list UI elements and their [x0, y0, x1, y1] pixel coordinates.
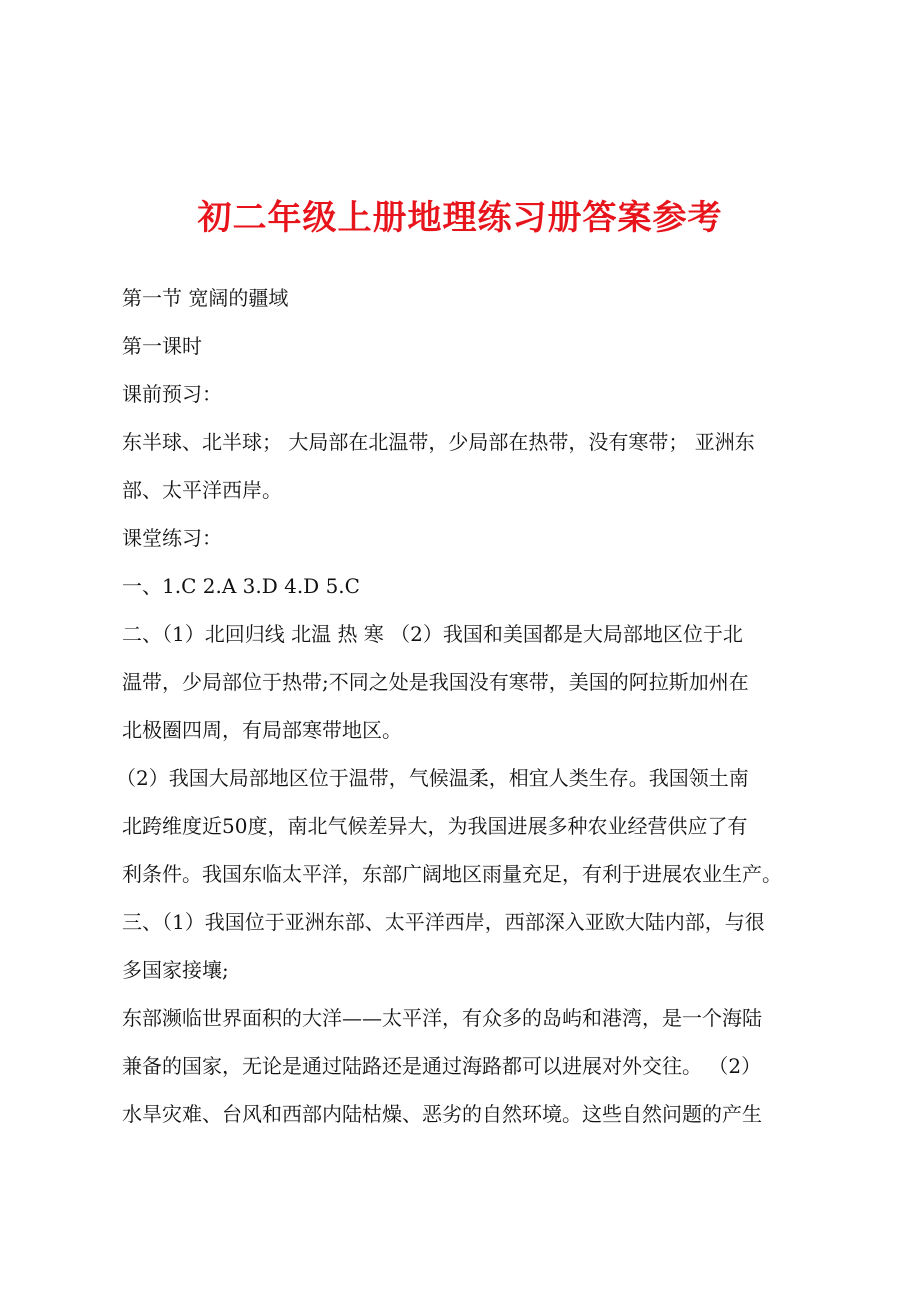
answer-line: 三、（1）我国位于亚洲东部、太平洋西岸，西部深入亚欧大陆内部，与很: [122, 910, 765, 934]
answer-line: 一、1.C 2.A 3.D 4.D 5.C: [122, 574, 360, 598]
answer-line: 二、（1）北回归线 北温 热 寒 （2）我国和美国都是大局部地区位于北: [122, 622, 743, 646]
answer-line: 温带，少局部位于热带;不同之处是我国没有寒带，美国的阿拉斯加州在: [122, 670, 749, 694]
answer-line: 北极圈四周，有局部寒带地区。: [122, 718, 402, 742]
answer-line: （2）我国大局部地区位于温带，气候温柔，相宜人类生存。我国领土南: [116, 766, 749, 790]
answer-line: 北跨维度近50度，南北气候差异大，为我国进展多种农业经营供应了有: [122, 814, 748, 838]
subsection-label: 课堂练习：: [122, 526, 222, 550]
answer-line: 东半球、北半球； 大局部在北温带，少局部在热带，没有寒带； 亚洲东: [122, 430, 755, 454]
section-heading: 第一节 宽阔的疆域: [122, 286, 289, 310]
document-body: [116, 274, 812, 1138]
lesson-heading: 第一课时: [122, 334, 202, 358]
page-title: 初二年级上册地理练习册答案参考: [197, 198, 723, 238]
answer-line: 多国家接壤;: [122, 958, 229, 982]
answer-line: 利条件。我国东临太平洋，东部广阔地区雨量充足，有利于进展农业生产。: [122, 862, 782, 886]
answer-line: 东部濒临世界面积的大洋——太平洋，有众多的岛屿和港湾，是一个海陆: [122, 1006, 762, 1030]
subsection-label: 课前预习：: [122, 382, 222, 406]
answer-line: 水旱灾难、台风和西部内陆枯燥、恶劣的自然环境。这些自然问题的产生: [122, 1102, 762, 1126]
answer-line: 兼备的国家，无论是通过陆路还是通过海路都可以进展对外交往。 （2）: [122, 1054, 762, 1078]
answer-line: 部、太平洋西岸。: [122, 478, 282, 502]
